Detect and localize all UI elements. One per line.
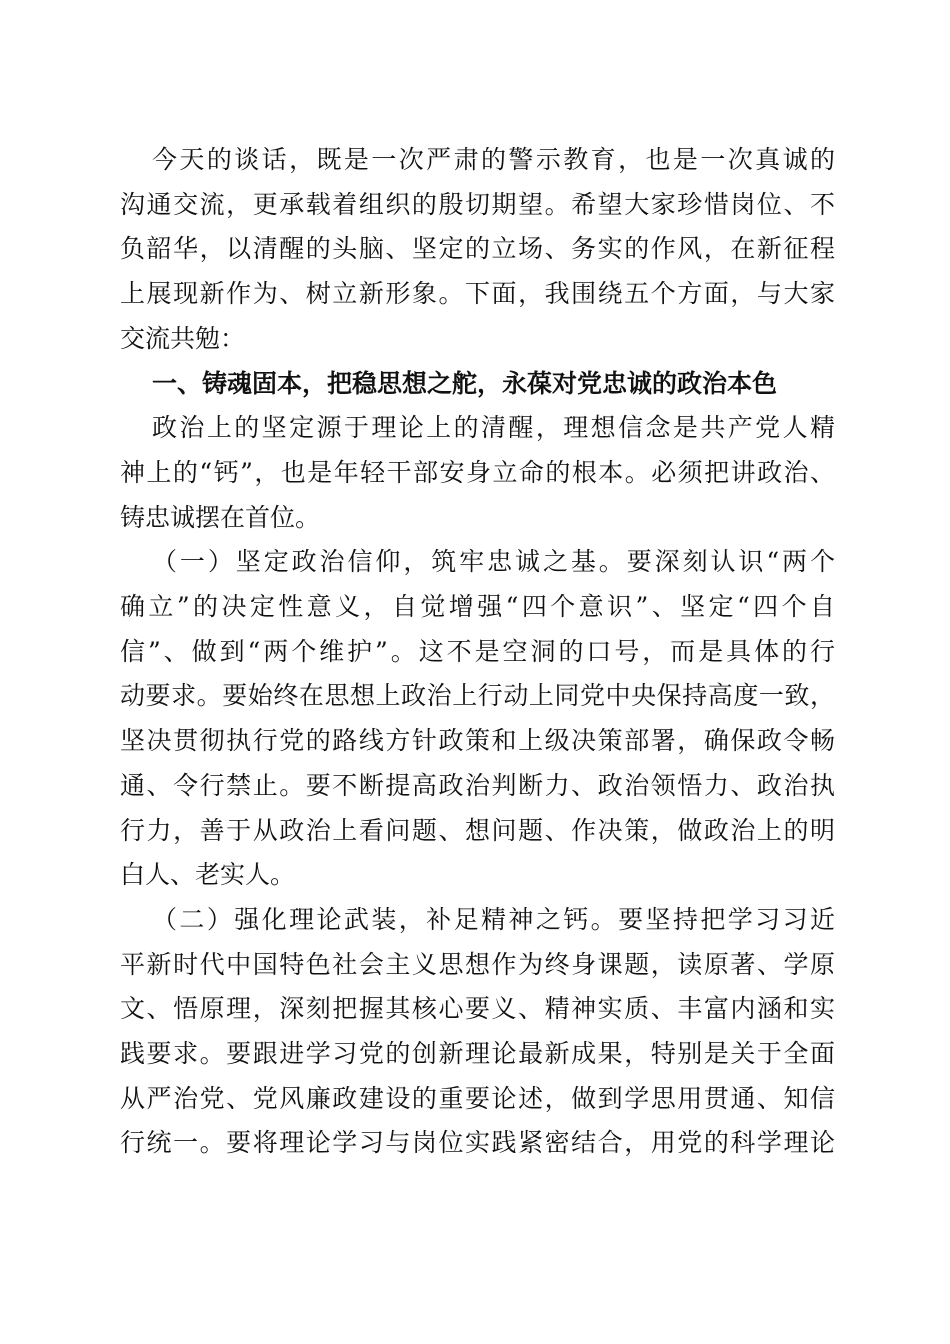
text-line: 行统一。要将理论学习与岗位实践紧密结合，用党的科学理论: [120, 1128, 835, 1158]
text-line: 神上的“钙”，也是年轻干部安身立命的根本。必须把讲政治、: [120, 457, 835, 487]
text-line: 政治上的坚定源于理论上的清醒，理想信念是共产党人精: [152, 413, 835, 443]
text-line: 践要求。要跟进学习党的创新理论最新成果，特别是关于全面: [120, 1039, 835, 1068]
text-line: 铸忠诚摆在首位。: [120, 502, 321, 532]
text-line: 坚决贯彻执行党的路线方针政策和上级决策部署，确保政令畅: [120, 726, 835, 756]
text-line: 今天的谈话，既是一次严肃的警示教育，也是一次真诚的: [152, 145, 835, 174]
text-line: 上展现新作为、树立新形象。下面，我围绕五个方面，与大家: [120, 279, 835, 309]
text-line: 负韶华，以清醒的头脑、坚定的立场、务实的作风，在新征程: [120, 234, 835, 264]
text-line: 平新时代中国特色社会主义思想作为终身课题，读原著、学原: [120, 949, 835, 979]
text-line: 行力，善于从政治上看问题、想问题、作决策，做政治上的明: [120, 815, 835, 845]
text-line: 信”、做到“两个维护”。这不是空洞的口号，而是具体的行: [120, 636, 835, 666]
text-line: 文、悟原理，深刻把握其核心要义、精神实质、丰富内涵和实: [120, 994, 835, 1024]
text-line: 确立”的决定性意义，自觉增强“四个意识”、坚定“四个自: [120, 592, 835, 621]
text-line: （一）坚定政治信仰，筑牢忠诚之基。要深刻认识“两个: [152, 547, 835, 577]
text-line: （二）强化理论武装，补足精神之钙。要坚持把学习习近: [152, 904, 835, 934]
text-line: 从严治党、党风廉政建设的重要论述，做到学思用贯通、知信: [120, 1083, 835, 1113]
text-line: 通、令行禁止。要不断提高政治判断力、政治领悟力、政治执: [120, 770, 835, 800]
text-line: 动要求。要始终在思想上政治上行动上同党中央保持高度一致，: [120, 681, 835, 711]
section-heading: 一、铸魂固本，把稳思想之舵，永葆对党忠诚的政治本色: [152, 368, 778, 398]
text-line: 沟通交流，更承载着组织的殷切期望。希望大家珍惜岗位、不: [120, 189, 835, 219]
text-line: 白人、老实人。: [120, 860, 296, 890]
text-line: 交流共勉：: [120, 323, 246, 353]
